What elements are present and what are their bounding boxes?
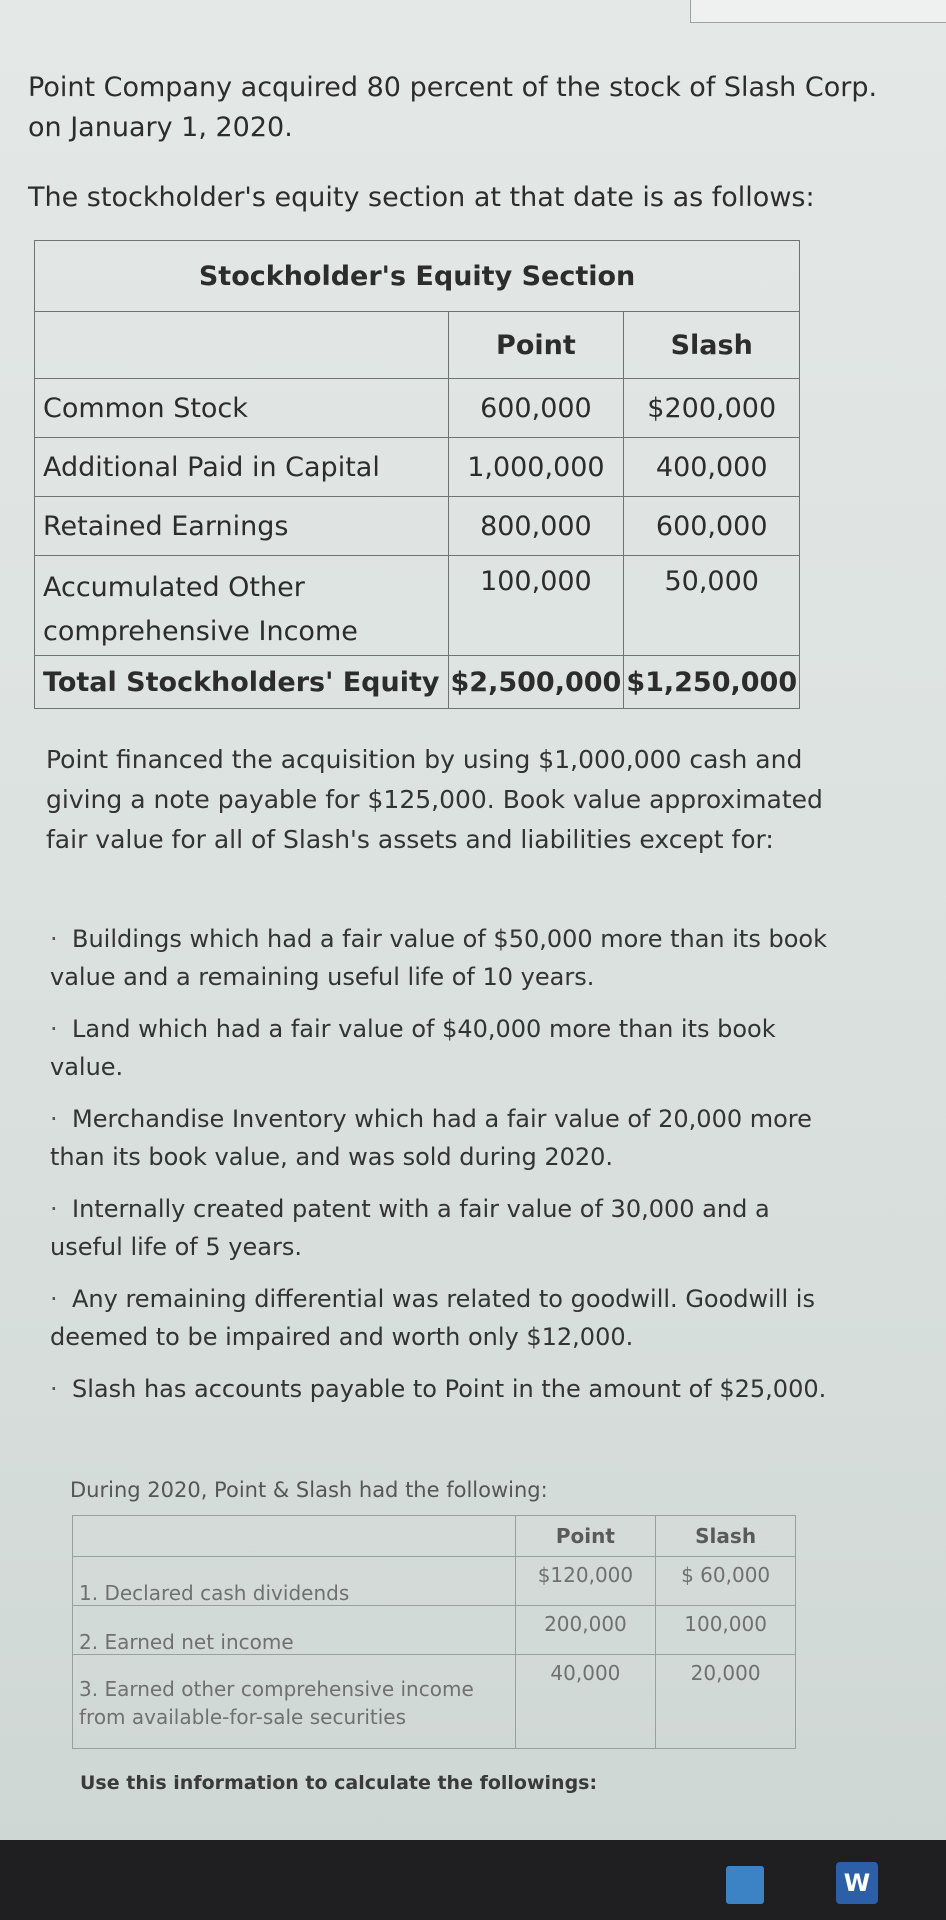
equity-row-point: 100,000 [448,556,624,656]
word-icon[interactable]: W [836,1862,878,1904]
taskbar [0,1840,946,1920]
bullet-icon: · [50,1375,58,1403]
equity-row [35,497,800,556]
activity-header-slash: Slash [656,1516,796,1557]
equity-row-point: 1,000,000 [448,438,624,497]
bullet-icon: · [50,925,58,953]
intro-line-1: Point Company acquired 80 percent of the stock of Slash Corp. on January 1, 2020. [28,72,878,143]
equity-row [35,556,800,656]
equity-total-point: $2,500,000 [448,656,624,709]
activity-header-point: Point [515,1516,656,1557]
instruction-note: Use this information to calculate the followings: [80,1772,598,1794]
bullet-icon: · [50,1105,58,1133]
top-edge-box [690,0,946,23]
equity-row-slash: 400,000 [624,438,800,497]
equity-header-slash: Slash [624,312,800,379]
list-item-text: Buildings which had a fair value of $50,000 more than its book value and a remaining useful life of 10 years. [50,925,827,991]
exception-list [50,920,850,1422]
equity-total-row [35,656,800,709]
list-item [50,1190,850,1266]
equity-row-point: 800,000 [448,497,624,556]
activity-row-slash: 100,000 [656,1606,796,1655]
equity-total-slash: $1,250,000 [624,656,800,709]
equity-table-caption: Stockholder's Equity Section [35,241,800,312]
activity-table [72,1515,796,1749]
list-item [50,1010,850,1086]
table-row [73,1557,796,1606]
table-row [73,1606,796,1655]
equity-header-point: Point [448,312,624,379]
equity-row-point: 600,000 [448,379,624,438]
intro-line-2: The stockholder's equity section at that date is as follows: [28,182,815,213]
list-item-text: Land which had a fair value of $40,000 more than its book value. [50,1015,776,1081]
equity-row-slash: $200,000 [624,379,800,438]
activity-row-slash: $ 60,000 [656,1557,796,1606]
equity-table [34,240,800,709]
equity-header-blank [35,312,449,379]
equity-row [35,379,800,438]
activity-row-label: 2. Earned net income [73,1606,516,1655]
equity-row [35,438,800,497]
list-item [50,1100,850,1176]
activity-row-label: 3. Earned other comprehensive income from available-for-sale securities [73,1655,516,1749]
bullet-icon: · [50,1195,58,1223]
activity-row-point: $120,000 [515,1557,656,1606]
taskbar-app-icon[interactable] [726,1866,764,1904]
activity-row-label: 1. Declared cash dividends [73,1557,516,1606]
activity-row-point: 40,000 [515,1655,656,1749]
equity-total-label: Total Stockholders' Equity [35,656,449,709]
table-row [73,1655,796,1749]
equity-row-label: Retained Earnings [35,497,449,556]
equity-row-label: Common Stock [35,379,449,438]
bullet-icon: · [50,1285,58,1313]
during-heading: During 2020, Point & Slash had the following: [70,1478,548,1502]
activity-header-blank [73,1516,516,1557]
list-item [50,920,850,996]
equity-row-label: Accumulated Other comprehensive Income [35,556,449,656]
equity-row-slash: 600,000 [624,497,800,556]
list-item-text: Merchandise Inventory which had a fair value of 20,000 more than its book value, and was sold during 2020. [50,1105,812,1171]
list-item-text: Internally created patent with a fair value of 30,000 and a useful life of 5 years. [50,1195,770,1261]
equity-row-slash: 50,000 [624,556,800,656]
list-item [50,1280,850,1356]
list-item-text: Any remaining differential was related to goodwill. Goodwill is deemed to be impaired and worth only $12,000. [50,1285,815,1351]
activity-row-point: 200,000 [515,1606,656,1655]
financing-paragraph: Point financed the acquisition by using $1,000,000 cash and giving a note payable for $125,000. Book value approximated fair value for all of Slash's assets and liabilities except for: [46,745,823,854]
equity-row-label: Additional Paid in Capital [35,438,449,497]
list-item [50,1370,850,1408]
list-item-text: Slash has accounts payable to Point in the amount of $25,000. [72,1375,827,1403]
activity-row-slash: 20,000 [656,1655,796,1749]
bullet-icon: · [50,1015,58,1043]
